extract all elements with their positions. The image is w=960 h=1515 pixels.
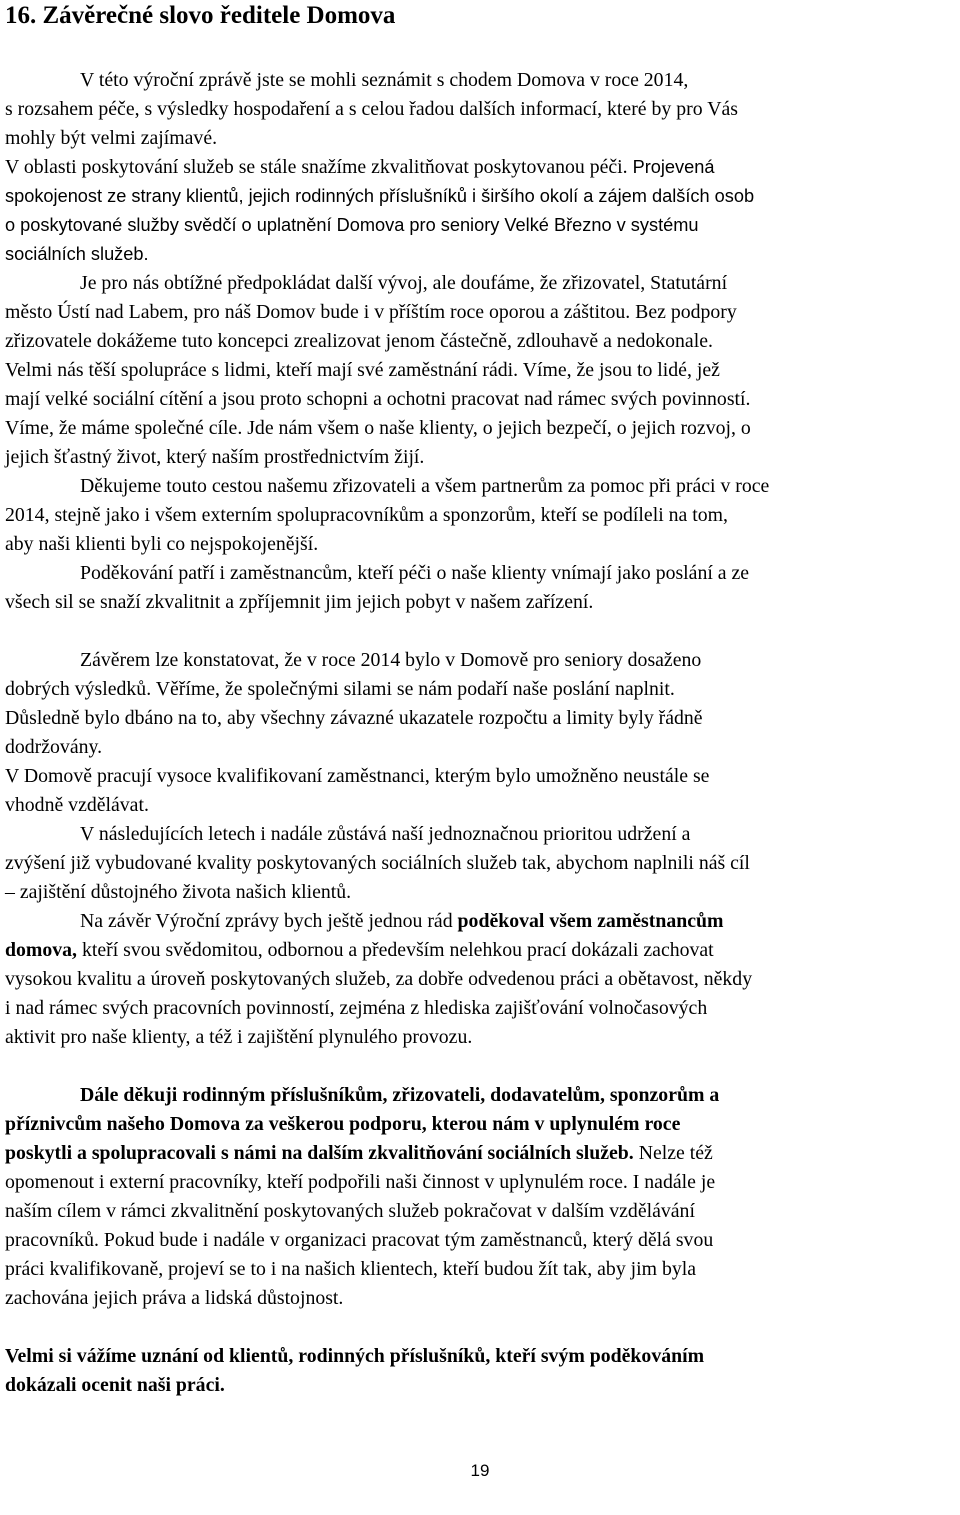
text-line: Závěrem lze konstatovat, že v roce 2014 bylo v Domově pro seniory dosaženo [80,649,702,671]
bold-segment: domova, [5,939,77,961]
text-segment: Věříme, že společnými silami se nám podaří naše poslání naplnit. [155,678,675,700]
text-segment: město Ústí nad Labem, pro náš Domov bude i v příštím roce oporou a záštitou. [5,301,631,323]
text-line: mohly být velmi zajímavé. [5,127,218,149]
text-line: Je pro nás obtížné předpokládat další vývoj, ale doufáme, že zřizovatel, Statutární [80,272,728,294]
text-line: pracovníků. Pokud bude i nadále v organizaci pracovat tým zaměstnanců, který dělá svou [5,1229,714,1251]
document-body [5,66,960,1400]
text-line [5,936,960,965]
text-segment: Víme, že jsou to lidé, jež [522,359,720,381]
text-line: Velmi si vážíme uznání od klientů, rodinných příslušníků, kteří svým poděkováním [5,1345,705,1367]
text-line [5,298,960,327]
text-segment: Nelze též [638,1142,713,1164]
blank-line [5,1313,960,1342]
text-line: sociálních služeb. [5,244,149,264]
text-line: jejich šťastný život, který naším prostřednictvím žijí. [5,446,425,468]
text-line: spokojenost ze strany klientů, jejich rodinných příslušníků i širšího okolí a zájem dalších osob [5,186,755,206]
text-segment: kteří svou svědomitou, odbornou a především nelehkou prací dokázali zachovat [81,939,714,961]
text-line: V následujících letech i nadále zůstává naší jednoznačnou prioritou udržení a [80,823,691,845]
text-line: Poděkování patří i zaměstnancům, kteří péči o naše klienty vnímají jako poslání a ze [80,562,750,584]
text-line: Důsledně bylo dbáno na to, aby všechny závazné ukazatele rozpočtu a limity byly řádně [5,707,703,729]
text-line [5,1139,960,1168]
text-line: dokázali ocenit naši práci. [5,1374,225,1396]
text-line [5,675,960,704]
text-segment: V oblasti poskytování služeb se stále snažíme zkvalitňovat poskytovanou péči. [5,156,628,178]
text-line: i nad rámec svých pracovních povinností, zejména z hlediska zajišťování volnočasových [5,997,708,1019]
text-line: 2014, stejně jako i všem externím spolupracovníkům a sponzorům, kteří se podíleli na tom, [5,504,728,526]
text-line: zachována jejich práva a lidská důstojnost. [5,1287,344,1309]
text-line: mají velké sociální cítění a jsou proto schopni a ochotni pracovat nad rámec svých povinností. [5,388,751,410]
text-line: Dále děkuji rodinným příslušníkům, zřizovateli, dodavatelům, sponzorům a [80,1084,720,1106]
text-line [5,414,960,443]
text-line: dodržovány. [5,736,103,758]
text-line: Děkujeme touto cestou našemu zřizovateli a všem partnerům za pomoc při práci v roce [80,475,770,497]
text-segment: Víme, že máme společné cíle. [5,417,243,439]
text-line: V této výroční zprávě jste se mohli seznámit s chodem Domova v roce 2014, [80,69,689,91]
text-line: opomenout i externí pracovníky, kteří podpořili naši činnost v uplynulém roce. I nadále je [5,1171,716,1193]
text-line: příznivcům našeho Domova za veškerou podporu, kterou nám v uplynulém roce [5,1113,681,1135]
text-line: všech sil se snaží zkvalitnit a zpříjemnit jim jejich pobyt v našem zařízení. [5,591,594,613]
text-segment: Na závěr Výroční zprávy bych ještě jednou rád [80,910,453,932]
text-segment: Velmi nás těší spolupráce s lidmi, kteří mají své zaměstnání rádi. [5,359,519,381]
text-line: zvýšení již vybudované kvality poskytovaných sociálních služeb tak, abychom naplnili náš cíl [5,852,750,874]
text-line: zřizovatele dokážeme tuto koncepci zrealizovat jenom částečně, zdlouhavě a nedokonale. [5,330,713,352]
text-line: s rozsahem péče, s výsledky hospodaření a s celou řadou dalších informací, které by pro Vás [5,98,738,120]
text-line: V Domově pracují vysoce kvalifikovaní zaměstnanci, kterým bylo umožněno neustále se [5,765,710,787]
text-line [5,356,960,385]
text-line [5,907,960,936]
text-line: naším cílem v rámci zkvalitnění poskytovaných služeb pokračovat v dalším vzdělávání [5,1200,695,1222]
text-segment: dobrých výsledků. [5,678,152,700]
text-line: aby naši klienti byli co nejspokojenější. [5,533,319,555]
text-segment: Jde nám všem o naše klienty, o jejich bezpečí, o jejich rozvoj, o [247,417,751,439]
text-segment: Projevená [632,157,715,177]
text-line: o poskytované služby svědčí o uplatnění Domova pro seniory Velké Březno v systému [5,215,699,235]
bold-segment: poskytli a spolupracovali s námi na dalším zkvalitňování sociálních služeb. [5,1142,634,1164]
text-line: práci kvalifikovaně, projeví se to i na našich klientech, kteří budou žít tak, aby jim byla [5,1258,697,1280]
section-heading: 16. Závěrečné slovo ředitele Domova [5,2,396,29]
bold-segment: poděkoval všem zaměstnancům [457,910,724,932]
text-line [5,153,960,182]
blank-line [5,617,960,646]
text-line: vhodně vzdělávat. [5,794,149,816]
page-number: 19 [470,1461,490,1480]
text-line: vysokou kvalitu a úroveň poskytovaných služeb, za dobře odvedenou práci a obětavost, někdy [5,968,753,990]
blank-line [5,1052,960,1081]
text-line: aktivit pro naše klienty, a též i zajištění plynulého provozu. [5,1026,473,1048]
text-segment: Bez podpory [635,301,737,323]
text-line: – zajištění důstojného života našich klientů. [5,881,352,903]
